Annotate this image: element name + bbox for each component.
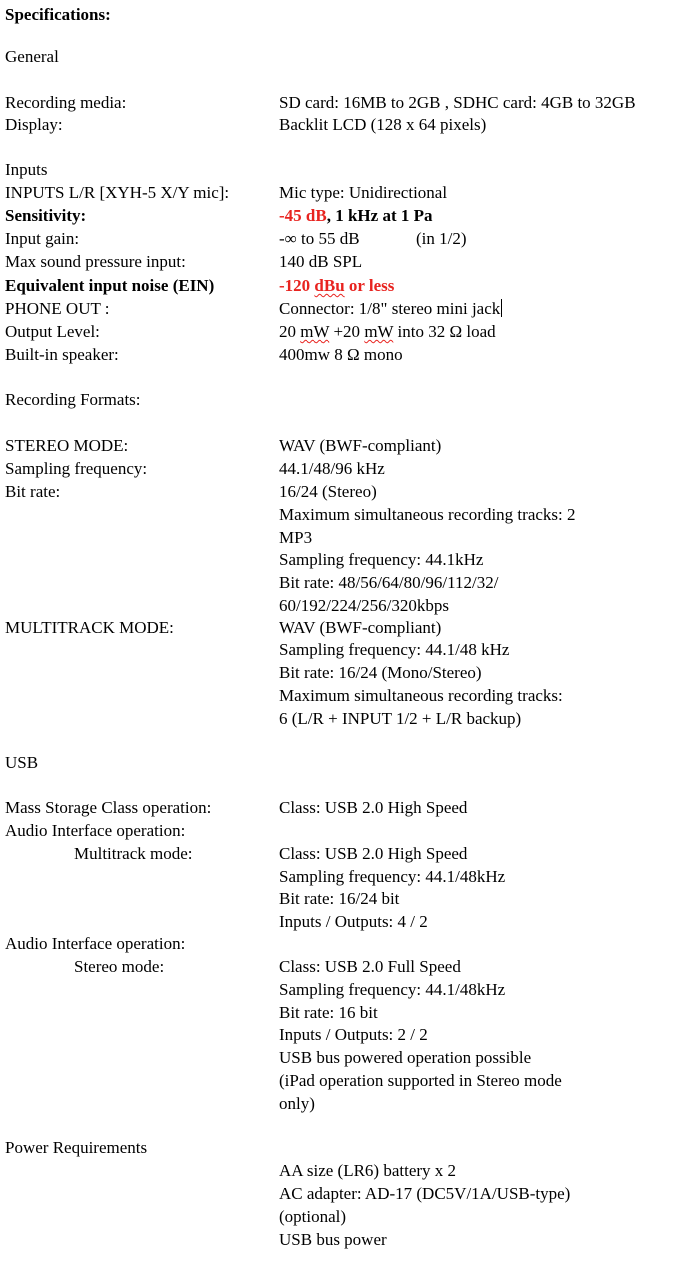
spec-row: [0, 321, 700, 343]
spec-row: [0, 820, 700, 842]
spec-value: Bit rate: 16 bit: [279, 1003, 378, 1022]
spec-value: [279, 298, 502, 320]
spec-row: [0, 527, 700, 549]
spec-sub-label: Multitrack mode:: [74, 844, 193, 863]
spellcheck-underlined-word: mW: [300, 322, 330, 341]
spec-value: Class: USB 2.0 High Speed: [279, 844, 468, 863]
spec-value: Bit rate: 16/24 bit: [279, 889, 400, 908]
spec-row: [0, 1183, 700, 1205]
power-heading: Power Requirements: [5, 1138, 148, 1157]
spellcheck-underlined-word: dBu: [314, 276, 345, 295]
highlighted-value: -45 dB: [279, 206, 327, 225]
spec-value: Sampling frequency: 44.1/48 kHz: [279, 640, 510, 659]
spec-label: Display:: [5, 115, 63, 134]
spec-row: [0, 92, 700, 114]
spec-title: Specifications:: [5, 5, 111, 24]
value-text: 20: [279, 322, 301, 341]
spec-value: [279, 275, 394, 297]
value-text: Connector: 1/8" stereo mini jack: [279, 299, 501, 318]
spec-value: -∞ to 55 dB: [279, 229, 360, 248]
spec-row: [0, 1002, 700, 1024]
spec-row: [0, 1206, 700, 1228]
spec-row: [0, 275, 700, 297]
spec-row: [0, 708, 700, 730]
spec-row: [0, 251, 700, 273]
spec-row: [0, 639, 700, 661]
spec-label: Audio Interface operation:: [5, 821, 186, 840]
spec-row: [0, 979, 700, 1001]
spec-row: [0, 1160, 700, 1182]
value-text: or less: [344, 276, 395, 295]
spec-value: USB bus power: [279, 1230, 387, 1249]
spec-value: Class: USB 2.0 Full Speed: [279, 957, 461, 976]
spec-row: [0, 911, 700, 933]
spec-row: [0, 549, 700, 571]
spec-row: [0, 182, 700, 204]
value-text: , 1 kHz at 1 Pa: [326, 206, 433, 225]
spec-value: Mic type: Unidirectional: [279, 183, 448, 202]
spec-label: Equivalent input noise (EIN): [5, 276, 215, 295]
spec-value: 16/24 (Stereo): [279, 482, 377, 501]
spec-row: [0, 617, 700, 639]
value-text: +20: [329, 322, 365, 341]
spec-row: [0, 504, 700, 526]
spec-row: [0, 843, 700, 865]
spec-value: 44.1/48/96 kHz: [279, 459, 385, 478]
spec-row: [0, 685, 700, 707]
spec-row: [0, 298, 700, 320]
spec-row: [0, 1070, 700, 1092]
inputs-heading-row: [0, 159, 700, 181]
spec-sub-label: Stereo mode:: [74, 957, 165, 976]
spec-row: [0, 481, 700, 503]
spec-value: MP3: [279, 528, 313, 547]
spec-value: (optional): [279, 1207, 347, 1226]
spec-label: MULTITRACK MODE:: [5, 618, 174, 637]
usb-heading-row: [0, 752, 700, 774]
spec-label: Audio Interface operation:: [5, 934, 186, 953]
spec-row: [0, 933, 700, 955]
value-text: into 32 Ω load: [393, 322, 496, 341]
spec-row: [0, 205, 700, 227]
spec-value: Inputs / Outputs: 4 / 2: [279, 912, 428, 931]
spec-value: Inputs / Outputs: 2 / 2: [279, 1025, 428, 1044]
spec-row: [0, 1047, 700, 1069]
spec-label: Sampling frequency:: [5, 459, 148, 478]
spec-value: Class: USB 2.0 High Speed: [279, 798, 468, 817]
spec-label: PHONE OUT :: [5, 299, 110, 318]
spec-row: [0, 1229, 700, 1251]
spec-label: Built-in speaker:: [5, 345, 119, 364]
spec-label: Sensitivity:: [5, 206, 87, 225]
spec-value: Sampling frequency: 44.1/48kHz: [279, 867, 506, 886]
spec-label: Input gain:: [5, 229, 80, 248]
spec-label: Output Level:: [5, 322, 100, 341]
general-heading-row: [0, 46, 700, 68]
spec-value: Sampling frequency: 44.1kHz: [279, 550, 484, 569]
spec-note: (in 1/2): [416, 229, 467, 248]
spec-label: Bit rate:: [5, 482, 61, 501]
spec-value: Sampling frequency: 44.1/48kHz: [279, 980, 506, 999]
spec-row: [0, 572, 700, 594]
spec-value: Bit rate: 48/56/64/80/96/112/32/: [279, 573, 499, 592]
spec-value: USB bus powered operation possible: [279, 1048, 532, 1067]
spec-value: Maximum simultaneous recording tracks: 2: [279, 505, 576, 524]
spec-row: [0, 888, 700, 910]
general-heading: General: [5, 47, 59, 66]
spec-value: AA size (LR6) battery x 2: [279, 1161, 457, 1180]
spec-label: Recording media:: [5, 93, 127, 112]
spec-value: only): [279, 1094, 315, 1113]
spec-value: (iPad operation supported in Stereo mode: [279, 1071, 562, 1090]
spec-row: [0, 114, 700, 136]
spec-title-row: [0, 4, 700, 26]
spec-row: [0, 956, 700, 978]
spec-value: 140 dB SPL: [279, 252, 363, 271]
spec-row: [0, 595, 700, 617]
spec-label: Max sound pressure input:: [5, 252, 186, 271]
recording-formats-heading: Recording Formats:: [5, 390, 141, 409]
inputs-heading: Inputs: [5, 160, 48, 179]
spec-label: INPUTS L/R [XYH-5 X/Y mic]:: [5, 183, 230, 202]
spec-value: [279, 205, 433, 227]
spec-value: 6 (L/R + INPUT 1/2 + L/R backup): [279, 709, 522, 728]
spec-value: WAV (BWF-compliant): [279, 436, 442, 455]
power-heading-row: [0, 1137, 700, 1159]
spec-row: [0, 1024, 700, 1046]
spec-label: Mass Storage Class operation:: [5, 798, 212, 817]
spec-value: Backlit LCD (128 x 64 pixels): [279, 115, 487, 134]
spec-row: [0, 435, 700, 457]
spec-value: [279, 321, 496, 343]
spec-row: [0, 1093, 700, 1115]
spec-row: [0, 866, 700, 888]
spec-row: [0, 797, 700, 819]
spec-value: Maximum simultaneous recording tracks:: [279, 686, 563, 705]
usb-heading: USB: [5, 753, 39, 772]
recording-formats-heading-row: [0, 389, 700, 411]
spellcheck-underlined-word: mW: [364, 322, 394, 341]
spec-value: AC adapter: AD-17 (DC5V/1A/USB-type): [279, 1184, 571, 1203]
spec-row: [0, 344, 700, 366]
spec-row: [0, 458, 700, 480]
text-cursor: [501, 299, 502, 317]
spec-row: [0, 662, 700, 684]
spec-value: Bit rate: 16/24 (Mono/Stereo): [279, 663, 482, 682]
spec-value: 60/192/224/256/320kbps: [279, 596, 450, 615]
spec-value: WAV (BWF-compliant): [279, 618, 442, 637]
spec-value: SD card: 16MB to 2GB , SDHC card: 4GB to 32GB: [279, 93, 636, 112]
spec-label: STEREO MODE:: [5, 436, 129, 455]
spec-row: [0, 228, 700, 250]
spec-value: 400mw 8 Ω mono: [279, 345, 403, 364]
value-text: -120: [279, 276, 315, 295]
